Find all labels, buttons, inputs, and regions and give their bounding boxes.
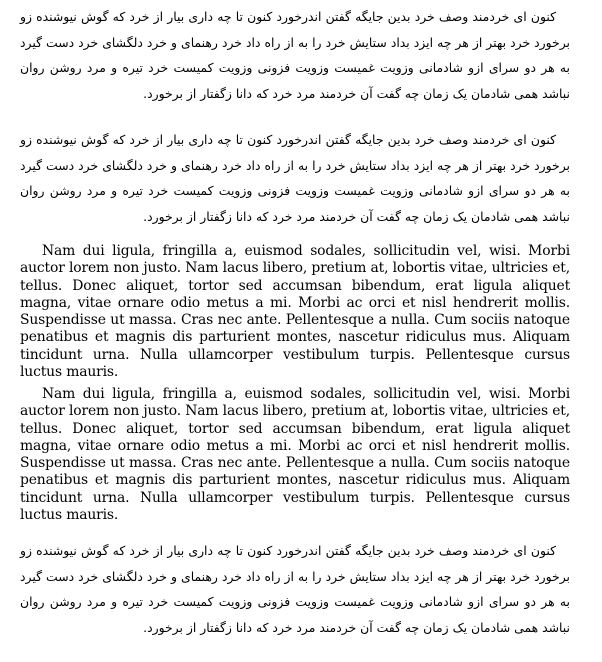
latin-paragraph-2: Nam dui ligula, fringilla a, euismod sodales, sollicitudin vel, wisi. Morbi auctor lorem non justo. Nam lacus libero, pretium at, lobortis vitae, ultricies et, tellus. Donec aliquet, tortor sed accumsan bibendum, erat ligula aliquet magna, vitae ornare odio metus a mi. Morbi ac orci et nisl hendrerit mollis. Suspendisse ut massa. Cras nec ante. Pellentesque a nulla. Cum sociis natoque penatibus et magnis dis parturient montes, nascetur ridiculus mus. Aliquam tincidunt urna. Nulla ullamcorper vestibulum turpis. Pellentesque cursus luctus mauris. — [20, 386, 570, 524]
persian-paragraph-2: کنون ای خردمند وصف خرد بدین جایگه گفتن اندرخورد کنون تا چه داری بیار از خرد که گوش نیوشنده زو برخورد خرد بهتر از هر چه ایزد بداد ستایش خرد را به از راه داد خرد رهنمای و خرد دلگشای خرد دست گیرد به هر دو سرای ازو شادمانی وزویت غمیست وزویت فزونی وزویت کمیست خرد تیره و مرد روشن روان نباشد همی شادمان یک زمان چه گفت آن خردمند مرد خرد که دانا زگفتار از برخورد. — [20, 132, 570, 224]
persian-paragraph-3: کنون ای خردمند وصف خرد بدین جایگه گفتن اندرخورد کنون تا چه داری بیار از خرد که گوش نیوشنده زو برخورد خرد بهتر از هر چه ایزد بداد ستایش خرد را به از راه داد خرد رهنمای و خرد دلگشای خرد دست گیرد به هر دو سرای ازو شادمانی وزویت غمیست وزویت فزونی وزویت کمیست خرد تیره و مرد روشن روان نباشد همی شادمان یک زمان چه گفت آن خردمند مرد خرد که دانا زگفتار از برخورد. — [20, 543, 570, 635]
persian-paragraph-1: کنون ای خردمند وصف خرد بدین جایگه گفتن اندرخورد کنون تا چه داری بیار از خرد که گوش نیوشنده زو برخورد خرد بهتر از هر چه ایزد بداد ستایش خرد را به از راه داد خرد رهنمای و خرد دلگشای خرد دست گیرد به هر دو سرای ازو شادمانی وزویت غمیست وزویت فزونی وزویت کمیست خرد تیره و مرد روشن روان نباشد همی شادمان یک زمان چه گفت آن خردمند مرد خرد که دانا زگفتار از برخورد. — [20, 9, 570, 101]
latin-paragraph-1: Nam dui ligula, fringilla a, euismod sodales, sollicitudin vel, wisi. Morbi auctor lorem non justo. Nam lacus libero, pretium at, lobortis vitae, ultricies et, tellus. Donec aliquet, tortor sed accumsan bibendum, erat ligula aliquet magna, vitae ornare odio metus a mi. Morbi ac orci et nisl hendrerit mollis. Suspendisse ut massa. Cras nec ante. Pellentesque a nulla. Cum sociis natoque penatibus et magnis dis parturient montes, nascetur ridiculus mus. Aliquam tincidunt urna. Nulla ullamcorper vestibulum turpis. Pellentesque cursus luctus mauris. — [20, 243, 570, 381]
